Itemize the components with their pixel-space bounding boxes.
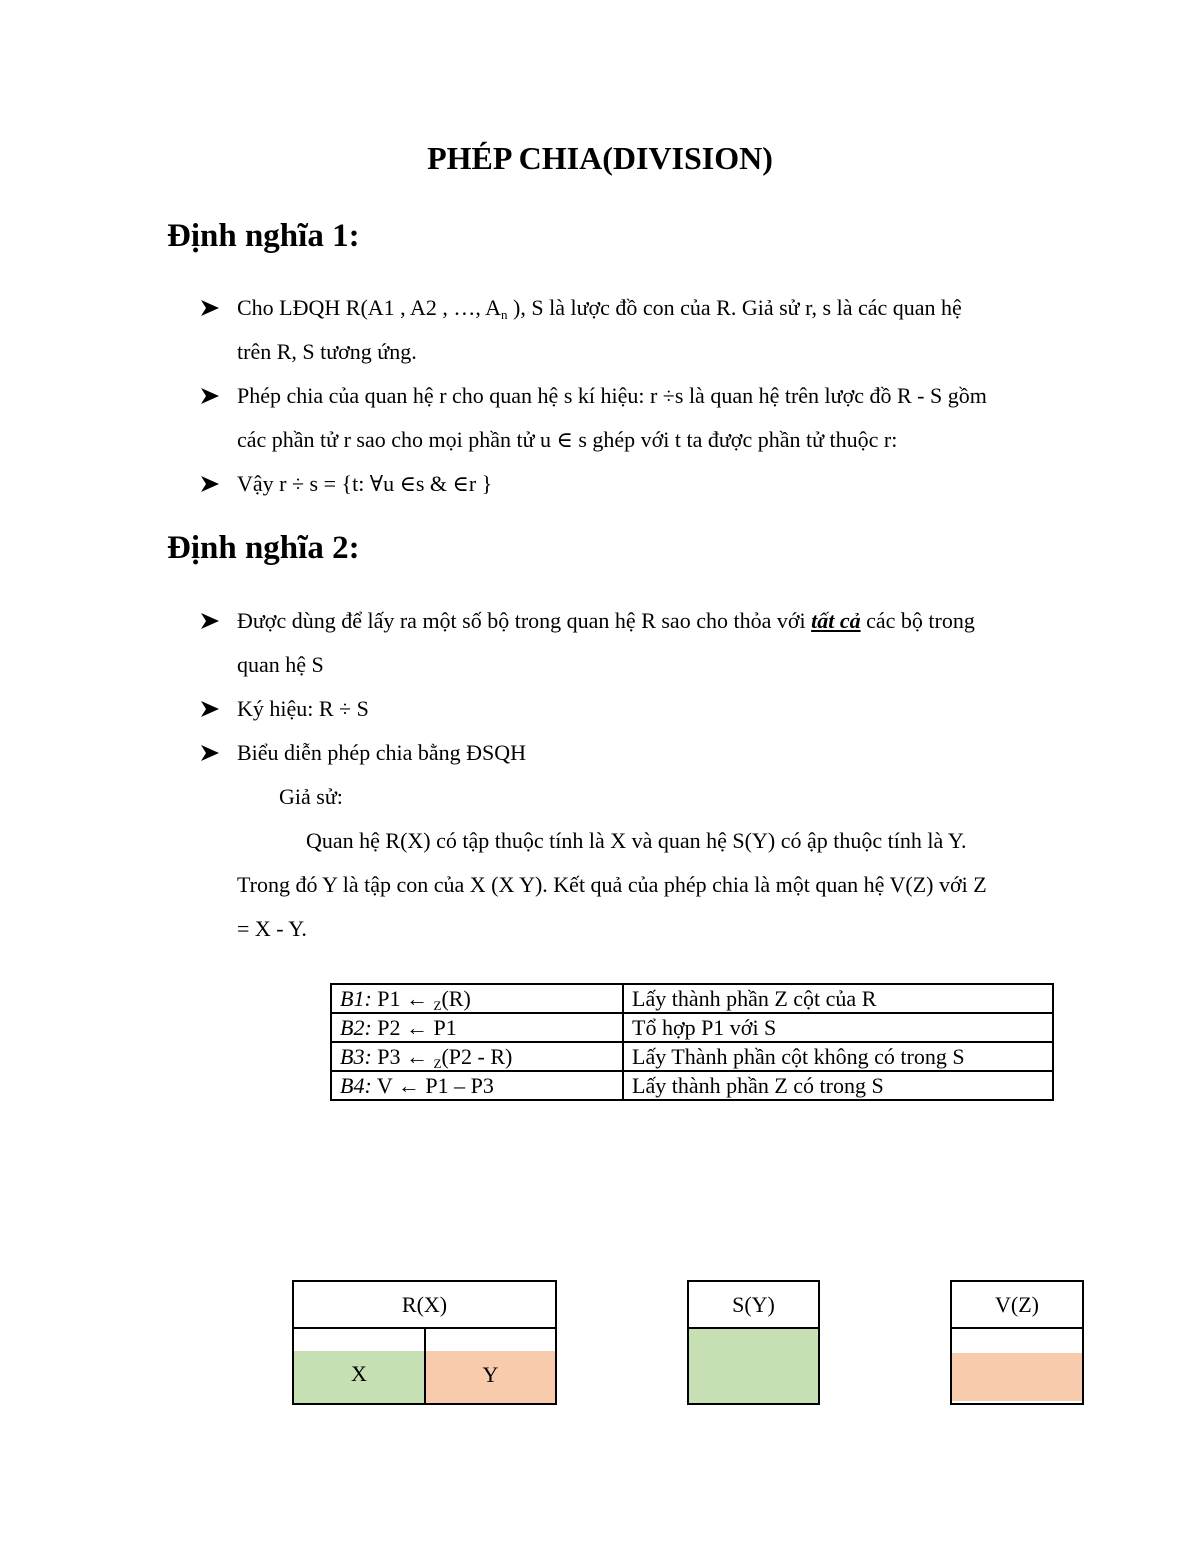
arrow-bullet-icon <box>200 694 220 718</box>
def1-bullet2-line1: Phép chia của quan hệ r cho quan hệ s kí hiệu: r ÷s là quan hệ trên lược đồ R - S gồm <box>237 383 987 408</box>
def1-bullet3-line1: Vậy r ÷ s = {t: ∀u ∈s & ∈r } <box>237 471 493 496</box>
step-description: Lấy thành phần Z có trong S <box>623 1071 1053 1100</box>
relation-r-label: R(X) <box>294 1282 555 1329</box>
table-row <box>331 1042 1053 1071</box>
step-description: Lấy Thành phần cột không có trong S <box>623 1042 1053 1071</box>
page-title: PHÉP CHIA(DIVISION) <box>427 140 773 176</box>
arrow-bullet-icon <box>200 381 220 405</box>
assume-label: Giả sử: <box>279 784 343 809</box>
attribute-x-cell: X <box>294 1351 424 1403</box>
def2-bullet1-line1: Được dùng để lấy ra một số bộ trong quan hệ R sao cho thỏa với tất cả các bộ trong <box>237 608 975 633</box>
table-row <box>331 984 1053 1013</box>
step-expression: B3: P3 ← $_Z$(P2 - R) <box>331 1042 623 1071</box>
def2-bullet1-line2: quan hệ S <box>237 652 324 677</box>
step-expression: B4: V ← P1 – P3 <box>331 1071 623 1100</box>
attribute-y-cell: Y <box>426 1351 555 1403</box>
arrow-bullet-icon <box>200 469 220 493</box>
arrow-bullet-icon <box>200 738 220 762</box>
relation-s-label: S(Y) <box>689 1282 818 1329</box>
def2-bullet3-line1: Biểu diễn phép chia bằng ĐSQH <box>237 740 526 765</box>
table-row <box>331 1013 1053 1042</box>
step-expression: B1: P1 ← $_Z$(R) <box>331 984 623 1013</box>
attribute-y-block <box>689 1329 818 1403</box>
def1-bullet2-line2: các phần tử r sao cho mọi phần tử u ∈ s ghép với t ta được phần tử thuộc r: <box>237 427 898 452</box>
def2-paragraph-line2: Trong đó Y là tập con của X (X Y). Kết quả của phép chia là một quan hệ V(Z) với Z <box>237 872 987 897</box>
def2-paragraph-line1: Quan hệ R(X) có tập thuộc tính là X và quan hệ S(Y) có ập thuộc tính là Y. <box>306 828 967 853</box>
definition-1-heading: Định nghĩa 1: <box>167 218 360 254</box>
def1-bullet1-line2: trên R, S tương ứng. <box>237 339 417 364</box>
attribute-z-block <box>952 1353 1082 1401</box>
arrow-bullet-icon <box>200 606 220 630</box>
def2-bullet2-line1: Ký hiệu: R ÷ S <box>237 696 369 721</box>
table-row <box>331 1071 1053 1100</box>
def2-paragraph-line3: = X - Y. <box>237 916 307 941</box>
step-expression: B2: P2 ← P1 <box>331 1013 623 1042</box>
relation-v-label: V(Z) <box>952 1282 1082 1329</box>
step-description: Lấy thành phần Z cột của R <box>623 984 1053 1013</box>
definition-2-heading: Định nghĩa 2: <box>167 530 360 566</box>
relation-s-box <box>687 1280 820 1405</box>
relation-v-box <box>950 1280 1084 1405</box>
arrow-bullet-icon <box>200 293 220 317</box>
relation-r-box <box>292 1280 557 1405</box>
division-steps-table <box>330 983 1054 1101</box>
def1-bullet1-line1: Cho LĐQH R(A1 , A2 , …, $A_n$ ), S là lược đồ con của R. Giả sử r, s là các quan hệ <box>237 295 962 322</box>
step-description: Tổ hợp P1 với S <box>623 1013 1053 1042</box>
